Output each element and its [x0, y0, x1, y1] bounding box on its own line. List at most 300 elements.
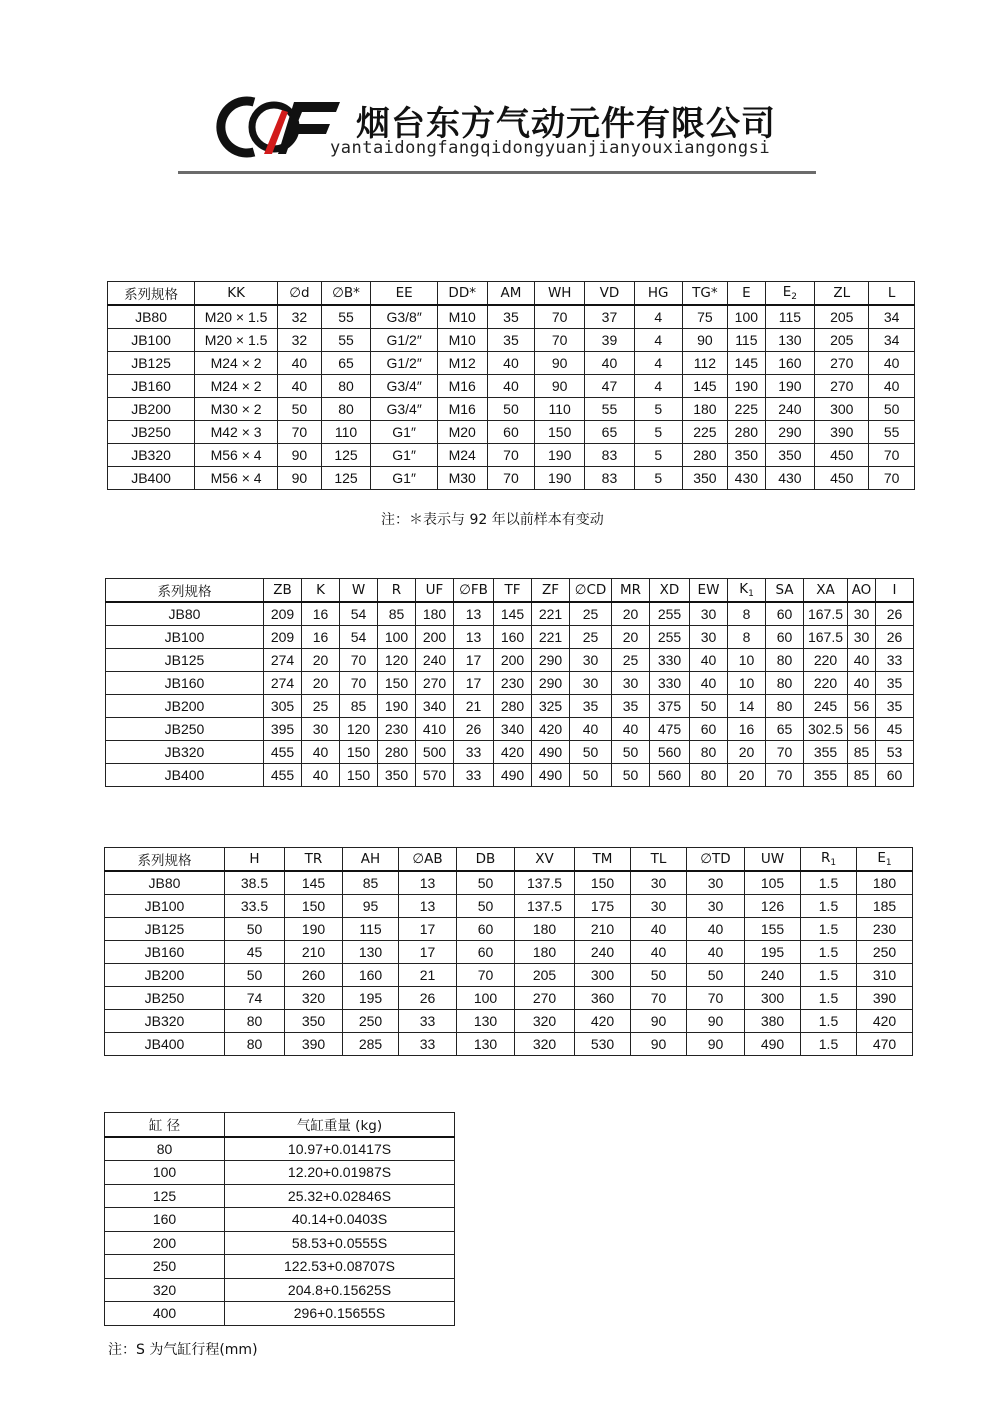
column-header: HG: [634, 282, 682, 306]
table-cell: 210: [575, 918, 631, 941]
table-cell: JB80: [105, 871, 225, 895]
table-cell: 50: [612, 741, 650, 764]
table-cell: 30: [690, 626, 728, 649]
column-header: TL: [631, 848, 687, 872]
table-cell: 16: [302, 602, 340, 626]
column-header: XA: [804, 579, 848, 603]
table-cell: 33: [454, 741, 494, 764]
table-cell: JB320: [108, 444, 195, 467]
table-cell: 8: [728, 626, 766, 649]
column-header: ZB: [264, 579, 302, 603]
table-cell: 300: [745, 987, 801, 1010]
table-cell: 150: [535, 421, 585, 444]
table-cell: 250: [343, 1010, 399, 1033]
table-cell: 4: [634, 329, 682, 352]
table-cell: M56 × 4: [195, 467, 278, 490]
table-cell: 40: [848, 672, 876, 695]
company-header: [178, 88, 818, 178]
table-cell: JB400: [108, 467, 195, 490]
table-cell: 350: [378, 764, 416, 787]
dimension-table-3: [104, 847, 913, 1056]
table-cell: M20 × 1.5: [195, 305, 278, 329]
table-cell: 150: [285, 895, 343, 918]
table-cell: 1.5: [801, 941, 857, 964]
table-cell: 50: [687, 964, 745, 987]
table-cell: 115: [728, 329, 765, 352]
table-cell: 270: [515, 987, 575, 1010]
table-cell: 25: [570, 602, 612, 626]
table-cell: 145: [494, 602, 532, 626]
table-cell: M10: [437, 305, 487, 329]
table-cell: 230: [857, 918, 913, 941]
table-cell: 26: [876, 602, 914, 626]
table-cell: 270: [815, 352, 869, 375]
table-cell: 350: [285, 1010, 343, 1033]
table-row: [105, 1302, 455, 1326]
table-cell: JB80: [108, 305, 195, 329]
column-header: E: [728, 282, 765, 306]
table-cell: 65: [321, 352, 371, 375]
table-cell: 20: [728, 741, 766, 764]
table-cell: 20: [612, 602, 650, 626]
table-cell: 25.32+0.02846S: [225, 1184, 455, 1208]
column-header: DD*: [437, 282, 487, 306]
table-cell: 70: [340, 649, 378, 672]
table-cell: 21: [399, 964, 457, 987]
table-cell: 105: [745, 871, 801, 895]
table-cell: 30: [302, 718, 340, 741]
table-cell: 34: [869, 329, 915, 352]
table-cell: 115: [765, 305, 815, 329]
table-cell: 390: [815, 421, 869, 444]
table-cell: 50: [631, 964, 687, 987]
table-cell: 30: [687, 871, 745, 895]
table-cell: 50: [457, 871, 515, 895]
table-cell: 205: [515, 964, 575, 987]
column-header: WH: [535, 282, 585, 306]
table-cell: 5: [634, 444, 682, 467]
table-cell: 126: [745, 895, 801, 918]
table-cell: 5: [634, 398, 682, 421]
table-header-row: [105, 1113, 455, 1137]
company-name-cn: 烟台东方气动元件有限公司: [356, 104, 776, 144]
table-cell: 310: [857, 964, 913, 987]
column-header: TR: [285, 848, 343, 872]
table-cell: 40: [302, 741, 340, 764]
table-cell: 40: [585, 352, 635, 375]
table-cell: 120: [340, 718, 378, 741]
table-cell: 150: [340, 741, 378, 764]
table-cell: 35: [876, 672, 914, 695]
table-cell: JB250: [106, 718, 264, 741]
table-cell: 80: [225, 1010, 285, 1033]
table-cell: 190: [728, 375, 765, 398]
table-cell: 70: [487, 467, 535, 490]
table-cell: 16: [302, 626, 340, 649]
table-cell: 80: [766, 695, 804, 718]
table-row: [106, 741, 914, 764]
table-cell: M24: [437, 444, 487, 467]
dimension-table-1: [107, 281, 915, 490]
table-cell: 50: [457, 895, 515, 918]
table-cell: 230: [378, 718, 416, 741]
cylinder-weight-table: [104, 1112, 455, 1326]
table-cell: 13: [454, 626, 494, 649]
table-cell: 302.5: [804, 718, 848, 741]
table-cell: 145: [285, 871, 343, 895]
table-cell: 50: [487, 398, 535, 421]
column-header: ∅TD: [687, 848, 745, 872]
table-cell: 160: [494, 626, 532, 649]
table-header-row: [106, 579, 914, 603]
table-cell: 17: [399, 941, 457, 964]
table-cell: 55: [869, 421, 915, 444]
table-cell: 1.5: [801, 987, 857, 1010]
table-cell: 150: [340, 764, 378, 787]
table-cell: 274: [264, 672, 302, 695]
table-cell: 125: [321, 444, 371, 467]
table-cell: 300: [575, 964, 631, 987]
table-cell: 20: [612, 626, 650, 649]
table-cell: 70: [869, 467, 915, 490]
table-cell: 190: [378, 695, 416, 718]
cdf-logo-icon: [202, 94, 342, 160]
table-cell: 35: [876, 695, 914, 718]
table-cell: 320: [285, 987, 343, 1010]
table-cell: 55: [321, 305, 371, 329]
table-cell: 350: [765, 444, 815, 467]
column-header: TG*: [682, 282, 728, 306]
table-cell: G1/2″: [371, 352, 437, 375]
table-cell: 40: [631, 918, 687, 941]
table-cell: M56 × 4: [195, 444, 278, 467]
table-cell: 50: [225, 918, 285, 941]
table-cell: 35: [570, 695, 612, 718]
table-cell: 50: [570, 764, 612, 787]
table-cell: 80: [766, 649, 804, 672]
table-cell: JB125: [108, 352, 195, 375]
table-cell: 26: [399, 987, 457, 1010]
table-cell: 430: [765, 467, 815, 490]
table-cell: 470: [857, 1033, 913, 1056]
column-header: L: [869, 282, 915, 306]
table-row: [105, 1137, 455, 1161]
table-cell: 4: [634, 352, 682, 375]
table-cell: 55: [585, 398, 635, 421]
table-cell: 40: [631, 941, 687, 964]
table-cell: 83: [585, 467, 635, 490]
table-cell: 190: [765, 375, 815, 398]
table-cell: 455: [264, 764, 302, 787]
table-cell: 13: [399, 895, 457, 918]
column-header: ∅CD: [570, 579, 612, 603]
table-cell: G1″: [371, 444, 437, 467]
table-cell: 130: [457, 1033, 515, 1056]
table-cell: 230: [494, 672, 532, 695]
table-cell: 45: [876, 718, 914, 741]
table-row: [106, 764, 914, 787]
table-cell: JB250: [108, 421, 195, 444]
column-header: K: [302, 579, 340, 603]
table-cell: JB200: [106, 695, 264, 718]
table-cell: 274: [264, 649, 302, 672]
table-cell: 80: [690, 764, 728, 787]
table-cell: 32: [278, 329, 322, 352]
table-cell: 1.5: [801, 1010, 857, 1033]
table-cell: 455: [264, 741, 302, 764]
company-name-pinyin: yantaidongfangqidongyuanjianyouxiangongsi: [330, 138, 771, 158]
table-cell: 195: [745, 941, 801, 964]
table-cell: 26: [454, 718, 494, 741]
table-cell: JB100: [108, 329, 195, 352]
table-cell: 204.8+0.15625S: [225, 1278, 455, 1302]
table-row: [108, 398, 915, 421]
table-cell: 50: [690, 695, 728, 718]
table-cell: 5: [634, 467, 682, 490]
table-cell: 250: [105, 1255, 225, 1279]
table-header-row: [108, 282, 915, 306]
table-cell: 85: [378, 602, 416, 626]
table-cell: 390: [857, 987, 913, 1010]
table-cell: 50: [225, 964, 285, 987]
column-header: AM: [487, 282, 535, 306]
table-cell: 80: [225, 1033, 285, 1056]
table-cell: 40: [687, 941, 745, 964]
table-cell: 340: [416, 695, 454, 718]
table-cell: 90: [278, 444, 322, 467]
table-cell: 1.5: [801, 1033, 857, 1056]
table-cell: 12.20+0.01987S: [225, 1161, 455, 1185]
column-header: XV: [515, 848, 575, 872]
table-cell: 125: [321, 467, 371, 490]
table-cell: 340: [494, 718, 532, 741]
table-row: [105, 941, 913, 964]
table-cell: 25: [612, 649, 650, 672]
table-cell: 40: [869, 352, 915, 375]
table-cell: M24 × 2: [195, 375, 278, 398]
table-cell: 39: [585, 329, 635, 352]
table-cell: 90: [687, 1010, 745, 1033]
table-cell: 305: [264, 695, 302, 718]
column-header: W: [340, 579, 378, 603]
table-cell: 70: [340, 672, 378, 695]
table-cell: 320: [105, 1278, 225, 1302]
table-cell: 8: [728, 602, 766, 626]
column-header: ∅FB: [454, 579, 494, 603]
table-row: [106, 695, 914, 718]
table-cell: 255: [650, 602, 690, 626]
table-cell: M16: [437, 398, 487, 421]
table-cell: 395: [264, 718, 302, 741]
table-cell: 225: [728, 398, 765, 421]
table-cell: 490: [745, 1033, 801, 1056]
column-header: I: [876, 579, 914, 603]
table-cell: 90: [278, 467, 322, 490]
table-cell: 60: [457, 941, 515, 964]
table-cell: 167.5: [804, 602, 848, 626]
column-header: EW: [690, 579, 728, 603]
column-header: TF: [494, 579, 532, 603]
table-cell: 40: [612, 718, 650, 741]
table-cell: M30: [437, 467, 487, 490]
table-cell: 55: [321, 329, 371, 352]
table-cell: 90: [631, 1033, 687, 1056]
table-cell: 330: [650, 649, 690, 672]
table-cell: 420: [857, 1010, 913, 1033]
table-cell: 70: [766, 764, 804, 787]
table-cell: 70: [631, 987, 687, 1010]
table-cell: 70: [535, 305, 585, 329]
table-cell: 195: [343, 987, 399, 1010]
table-cell: M30 × 2: [195, 398, 278, 421]
table-cell: 560: [650, 764, 690, 787]
table-cell: JB400: [105, 1033, 225, 1056]
table-cell: M20: [437, 421, 487, 444]
column-header: R: [378, 579, 416, 603]
table-cell: 4: [634, 305, 682, 329]
table-cell: 490: [494, 764, 532, 787]
table-cell: 26: [876, 626, 914, 649]
table-cell: JB125: [106, 649, 264, 672]
table-cell: 83: [585, 444, 635, 467]
column-header: 系列规格: [106, 579, 264, 603]
table-row: [108, 375, 915, 398]
table-cell: 1.5: [801, 871, 857, 895]
column-header: VD: [585, 282, 635, 306]
table-cell: 221: [532, 626, 570, 649]
table-cell: M16: [437, 375, 487, 398]
table-cell: 53: [876, 741, 914, 764]
table-cell: 47: [585, 375, 635, 398]
table-cell: JB200: [108, 398, 195, 421]
table-row: [105, 1010, 913, 1033]
table-cell: 400: [105, 1302, 225, 1326]
table-cell: 30: [631, 871, 687, 895]
table-cell: 80: [321, 398, 371, 421]
table-cell: 200: [494, 649, 532, 672]
table-row: [108, 421, 915, 444]
table-row: [105, 1184, 455, 1208]
table-cell: JB320: [105, 1010, 225, 1033]
table-cell: 40: [302, 764, 340, 787]
table-cell: 90: [535, 375, 585, 398]
table-cell: 325: [532, 695, 570, 718]
table-cell: 225: [682, 421, 728, 444]
table-cell: 10: [728, 672, 766, 695]
table-cell: JB320: [106, 741, 264, 764]
table-row: [106, 649, 914, 672]
table-cell: 475: [650, 718, 690, 741]
table-cell: 30: [848, 602, 876, 626]
column-header: KK: [195, 282, 278, 306]
table-cell: 17: [399, 918, 457, 941]
table-cell: 290: [532, 672, 570, 695]
column-header: EE: [371, 282, 437, 306]
table-cell: 4: [634, 375, 682, 398]
table-cell: 95: [343, 895, 399, 918]
table-row: [105, 987, 913, 1010]
table-cell: 35: [612, 695, 650, 718]
column-header: $K_1$: [728, 579, 766, 603]
table-row: [105, 1255, 455, 1279]
dimension-table-2: [105, 578, 914, 787]
column-header: 缸 径: [105, 1113, 225, 1137]
table-row: [108, 352, 915, 375]
table-cell: 200: [105, 1231, 225, 1255]
table-row: [108, 444, 915, 467]
table-cell: 70: [457, 964, 515, 987]
table-cell: 300: [815, 398, 869, 421]
table-cell: 30: [848, 626, 876, 649]
table-cell: 33: [876, 649, 914, 672]
table-cell: 450: [815, 444, 869, 467]
table-cell: 80: [690, 741, 728, 764]
table-cell: 375: [650, 695, 690, 718]
table-cell: 180: [515, 918, 575, 941]
table-cell: 30: [690, 602, 728, 626]
column-header: ZF: [532, 579, 570, 603]
table-cell: 180: [515, 941, 575, 964]
table-cell: JB400: [106, 764, 264, 787]
table-cell: 40: [278, 352, 322, 375]
table-cell: 70: [869, 444, 915, 467]
table-cell: 137.5: [515, 895, 575, 918]
column-header: 系列规格: [108, 282, 195, 306]
table-cell: 90: [682, 329, 728, 352]
table-cell: 13: [454, 602, 494, 626]
table-cell: 220: [804, 649, 848, 672]
table-cell: 33: [454, 764, 494, 787]
table-cell: 221: [532, 602, 570, 626]
table-cell: 85: [848, 764, 876, 787]
table-cell: 380: [745, 1010, 801, 1033]
table-cell: 245: [804, 695, 848, 718]
table-cell: 205: [815, 305, 869, 329]
table-cell: 70: [766, 741, 804, 764]
table-cell: 70: [687, 987, 745, 1010]
column-header: $E_2$: [765, 282, 815, 306]
table-cell: JB80: [106, 602, 264, 626]
table-cell: 110: [321, 421, 371, 444]
table-row: [105, 895, 913, 918]
table-cell: M24 × 2: [195, 352, 278, 375]
table-cell: 90: [687, 1033, 745, 1056]
table-cell: 150: [378, 672, 416, 695]
table-cell: 1.5: [801, 918, 857, 941]
table-cell: 32: [278, 305, 322, 329]
table-row: [105, 1161, 455, 1185]
table-cell: 70: [278, 421, 322, 444]
table-cell: G1″: [371, 467, 437, 490]
table-cell: 190: [535, 467, 585, 490]
table-cell: G3/4″: [371, 375, 437, 398]
table-cell: 190: [535, 444, 585, 467]
table-cell: 160: [343, 964, 399, 987]
table-cell: 100: [457, 987, 515, 1010]
table-cell: JB160: [105, 941, 225, 964]
table-cell: 490: [532, 741, 570, 764]
column-header: AO: [848, 579, 876, 603]
table-cell: 100: [105, 1161, 225, 1185]
table-cell: JB100: [106, 626, 264, 649]
table-cell: 60: [487, 421, 535, 444]
table-cell: 360: [575, 987, 631, 1010]
table-cell: JB160: [106, 672, 264, 695]
table-cell: 350: [728, 444, 765, 467]
table-row: [105, 1033, 913, 1056]
table-cell: 1.5: [801, 964, 857, 987]
table-cell: 120: [378, 649, 416, 672]
